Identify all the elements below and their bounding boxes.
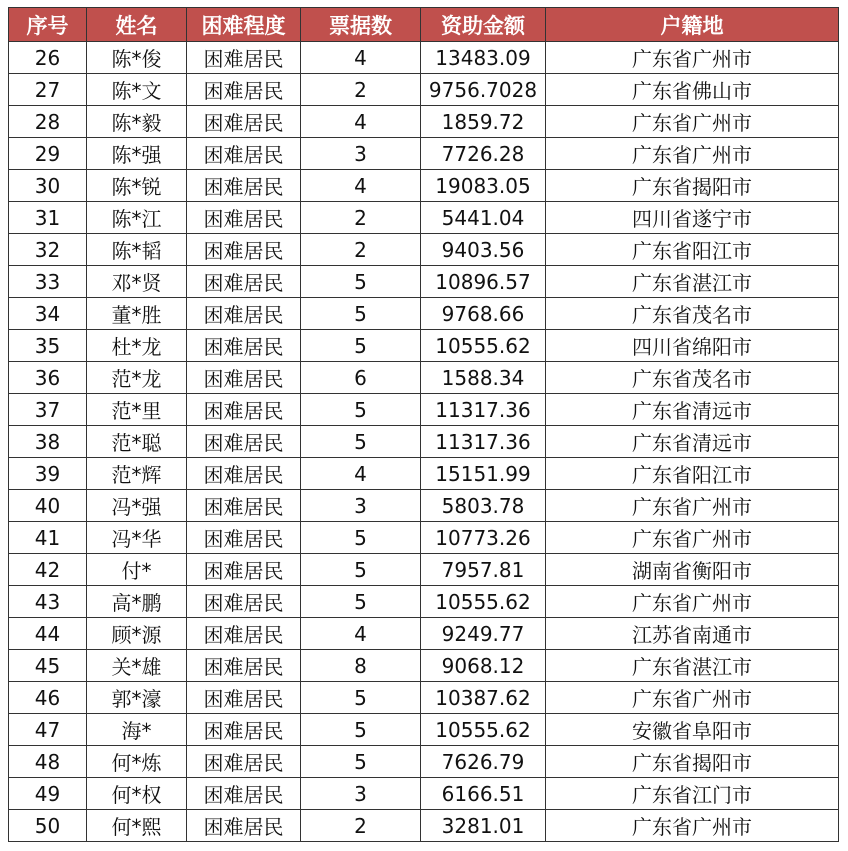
header-aid-amount: 资助金额 [421,8,546,42]
cell-hardship-level: 困难居民 [187,42,301,74]
cell-aid-amount: 5441.04 [421,202,546,234]
cell-serial-number: 37 [9,394,87,426]
cell-name: 郭*濠 [87,682,187,714]
cell-serial-number: 29 [9,138,87,170]
cell-receipt-count: 8 [301,650,421,682]
cell-receipt-count: 2 [301,810,421,842]
cell-aid-amount: 9249.77 [421,618,546,650]
cell-aid-amount: 15151.99 [421,458,546,490]
cell-household-registration: 江苏省南通市 [546,618,839,650]
cell-household-registration: 安徽省阜阳市 [546,714,839,746]
table-row [9,74,839,106]
cell-hardship-level: 困难居民 [187,362,301,394]
table-row [9,426,839,458]
cell-serial-number: 26 [9,42,87,74]
cell-household-registration: 广东省广州市 [546,490,839,522]
cell-household-registration: 广东省广州市 [546,106,839,138]
cell-household-registration: 广东省广州市 [546,42,839,74]
cell-serial-number: 36 [9,362,87,394]
cell-hardship-level: 困难居民 [187,490,301,522]
cell-serial-number: 44 [9,618,87,650]
cell-receipt-count: 5 [301,554,421,586]
cell-hardship-level: 困难居民 [187,554,301,586]
cell-serial-number: 39 [9,458,87,490]
cell-name: 陈*文 [87,74,187,106]
cell-household-registration: 广东省广州市 [546,586,839,618]
header-serial-number: 序号 [9,8,87,42]
cell-receipt-count: 5 [301,426,421,458]
cell-serial-number: 34 [9,298,87,330]
header-receipt-count: 票据数 [301,8,421,42]
cell-receipt-count: 4 [301,106,421,138]
cell-name: 范*辉 [87,458,187,490]
cell-name: 董*胜 [87,298,187,330]
cell-aid-amount: 6166.51 [421,778,546,810]
cell-receipt-count: 5 [301,394,421,426]
cell-receipt-count: 5 [301,522,421,554]
cell-name: 冯*华 [87,522,187,554]
cell-name: 何*权 [87,778,187,810]
cell-name: 关*雄 [87,650,187,682]
table-row [9,42,839,74]
cell-serial-number: 40 [9,490,87,522]
cell-serial-number: 28 [9,106,87,138]
cell-name: 陈*毅 [87,106,187,138]
cell-aid-amount: 9068.12 [421,650,546,682]
cell-household-registration: 广东省阳江市 [546,458,839,490]
cell-serial-number: 47 [9,714,87,746]
table-row [9,330,839,362]
table-row [9,106,839,138]
table-row [9,266,839,298]
cell-name: 顾*源 [87,618,187,650]
cell-name: 陈*江 [87,202,187,234]
cell-aid-amount: 10555.62 [421,714,546,746]
table-row [9,298,839,330]
cell-serial-number: 32 [9,234,87,266]
table-row [9,682,839,714]
cell-name: 陈*俊 [87,42,187,74]
table-row [9,362,839,394]
cell-household-registration: 广东省茂名市 [546,298,839,330]
cell-hardship-level: 困难居民 [187,714,301,746]
table-row [9,522,839,554]
cell-serial-number: 45 [9,650,87,682]
cell-receipt-count: 2 [301,234,421,266]
cell-household-registration: 广东省湛江市 [546,650,839,682]
cell-household-registration: 湖南省衡阳市 [546,554,839,586]
cell-name: 何*熙 [87,810,187,842]
cell-serial-number: 38 [9,426,87,458]
cell-receipt-count: 2 [301,202,421,234]
cell-aid-amount: 9403.56 [421,234,546,266]
cell-aid-amount: 10555.62 [421,586,546,618]
cell-receipt-count: 6 [301,362,421,394]
cell-aid-amount: 10896.57 [421,266,546,298]
cell-hardship-level: 困难居民 [187,426,301,458]
cell-name: 何*炼 [87,746,187,778]
cell-aid-amount: 11317.36 [421,394,546,426]
cell-aid-amount: 11317.36 [421,426,546,458]
cell-aid-amount: 7626.79 [421,746,546,778]
table-row [9,746,839,778]
cell-serial-number: 46 [9,682,87,714]
cell-receipt-count: 4 [301,42,421,74]
cell-hardship-level: 困难居民 [187,74,301,106]
cell-aid-amount: 7957.81 [421,554,546,586]
table-row [9,234,839,266]
cell-aid-amount: 3281.01 [421,810,546,842]
cell-household-registration: 四川省绵阳市 [546,330,839,362]
cell-household-registration: 广东省江门市 [546,778,839,810]
cell-name: 范*聪 [87,426,187,458]
table-row [9,490,839,522]
cell-hardship-level: 困难居民 [187,330,301,362]
cell-aid-amount: 10773.26 [421,522,546,554]
cell-serial-number: 35 [9,330,87,362]
cell-hardship-level: 困难居民 [187,202,301,234]
cell-receipt-count: 5 [301,330,421,362]
cell-hardship-level: 困难居民 [187,778,301,810]
table-row [9,554,839,586]
cell-serial-number: 27 [9,74,87,106]
cell-aid-amount: 10555.62 [421,330,546,362]
cell-name: 杜*龙 [87,330,187,362]
cell-aid-amount: 9768.66 [421,298,546,330]
cell-aid-amount: 5803.78 [421,490,546,522]
cell-household-registration: 广东省广州市 [546,810,839,842]
cell-name: 高*鹏 [87,586,187,618]
cell-household-registration: 广东省广州市 [546,138,839,170]
cell-household-registration: 广东省清远市 [546,426,839,458]
cell-name: 冯*强 [87,490,187,522]
cell-hardship-level: 困难居民 [187,682,301,714]
cell-receipt-count: 5 [301,682,421,714]
cell-hardship-level: 困难居民 [187,618,301,650]
cell-receipt-count: 3 [301,778,421,810]
cell-aid-amount: 13483.09 [421,42,546,74]
table-row [9,394,839,426]
cell-receipt-count: 3 [301,138,421,170]
cell-receipt-count: 5 [301,586,421,618]
cell-aid-amount: 19083.05 [421,170,546,202]
cell-serial-number: 43 [9,586,87,618]
header-hardship-level: 困难程度 [187,8,301,42]
cell-receipt-count: 4 [301,458,421,490]
table-row [9,202,839,234]
cell-serial-number: 41 [9,522,87,554]
cell-name: 付* [87,554,187,586]
cell-name: 陈*锐 [87,170,187,202]
cell-serial-number: 49 [9,778,87,810]
cell-hardship-level: 困难居民 [187,650,301,682]
cell-hardship-level: 困难居民 [187,170,301,202]
cell-serial-number: 33 [9,266,87,298]
table-row [9,138,839,170]
cell-receipt-count: 2 [301,74,421,106]
cell-aid-amount: 10387.62 [421,682,546,714]
cell-household-registration: 广东省茂名市 [546,362,839,394]
cell-name: 海* [87,714,187,746]
table-body [9,42,839,842]
table-row [9,618,839,650]
cell-receipt-count: 4 [301,618,421,650]
cell-receipt-count: 5 [301,714,421,746]
cell-household-registration: 广东省揭阳市 [546,746,839,778]
cell-hardship-level: 困难居民 [187,106,301,138]
header-name: 姓名 [87,8,187,42]
cell-name: 陈*韬 [87,234,187,266]
cell-hardship-level: 困难居民 [187,586,301,618]
cell-serial-number: 42 [9,554,87,586]
cell-serial-number: 31 [9,202,87,234]
cell-serial-number: 50 [9,810,87,842]
cell-serial-number: 48 [9,746,87,778]
cell-name: 陈*强 [87,138,187,170]
cell-aid-amount: 9756.7028 [421,74,546,106]
header-row [9,8,839,42]
cell-household-registration: 广东省阳江市 [546,234,839,266]
cell-household-registration: 广东省湛江市 [546,266,839,298]
cell-receipt-count: 5 [301,266,421,298]
cell-household-registration: 广东省揭阳市 [546,170,839,202]
header-household-registration: 户籍地 [546,8,839,42]
cell-receipt-count: 5 [301,746,421,778]
table-row [9,778,839,810]
cell-aid-amount: 1859.72 [421,106,546,138]
cell-aid-amount: 1588.34 [421,362,546,394]
cell-household-registration: 广东省清远市 [546,394,839,426]
cell-receipt-count: 3 [301,490,421,522]
cell-household-registration: 四川省遂宁市 [546,202,839,234]
cell-serial-number: 30 [9,170,87,202]
aid-recipients-table [8,7,839,842]
cell-household-registration: 广东省广州市 [546,682,839,714]
cell-name: 范*里 [87,394,187,426]
cell-hardship-level: 困难居民 [187,458,301,490]
cell-household-registration: 广东省广州市 [546,522,839,554]
cell-hardship-level: 困难居民 [187,234,301,266]
table-row [9,714,839,746]
table-row [9,650,839,682]
cell-aid-amount: 7726.28 [421,138,546,170]
cell-hardship-level: 困难居民 [187,810,301,842]
table-row [9,586,839,618]
cell-hardship-level: 困难居民 [187,746,301,778]
table-row [9,458,839,490]
table-row [9,170,839,202]
cell-household-registration: 广东省佛山市 [546,74,839,106]
cell-hardship-level: 困难居民 [187,266,301,298]
cell-hardship-level: 困难居民 [187,394,301,426]
cell-hardship-level: 困难居民 [187,522,301,554]
cell-hardship-level: 困难居民 [187,298,301,330]
table-row [9,810,839,842]
cell-hardship-level: 困难居民 [187,138,301,170]
cell-name: 邓*贤 [87,266,187,298]
cell-receipt-count: 5 [301,298,421,330]
cell-receipt-count: 4 [301,170,421,202]
cell-name: 范*龙 [87,362,187,394]
